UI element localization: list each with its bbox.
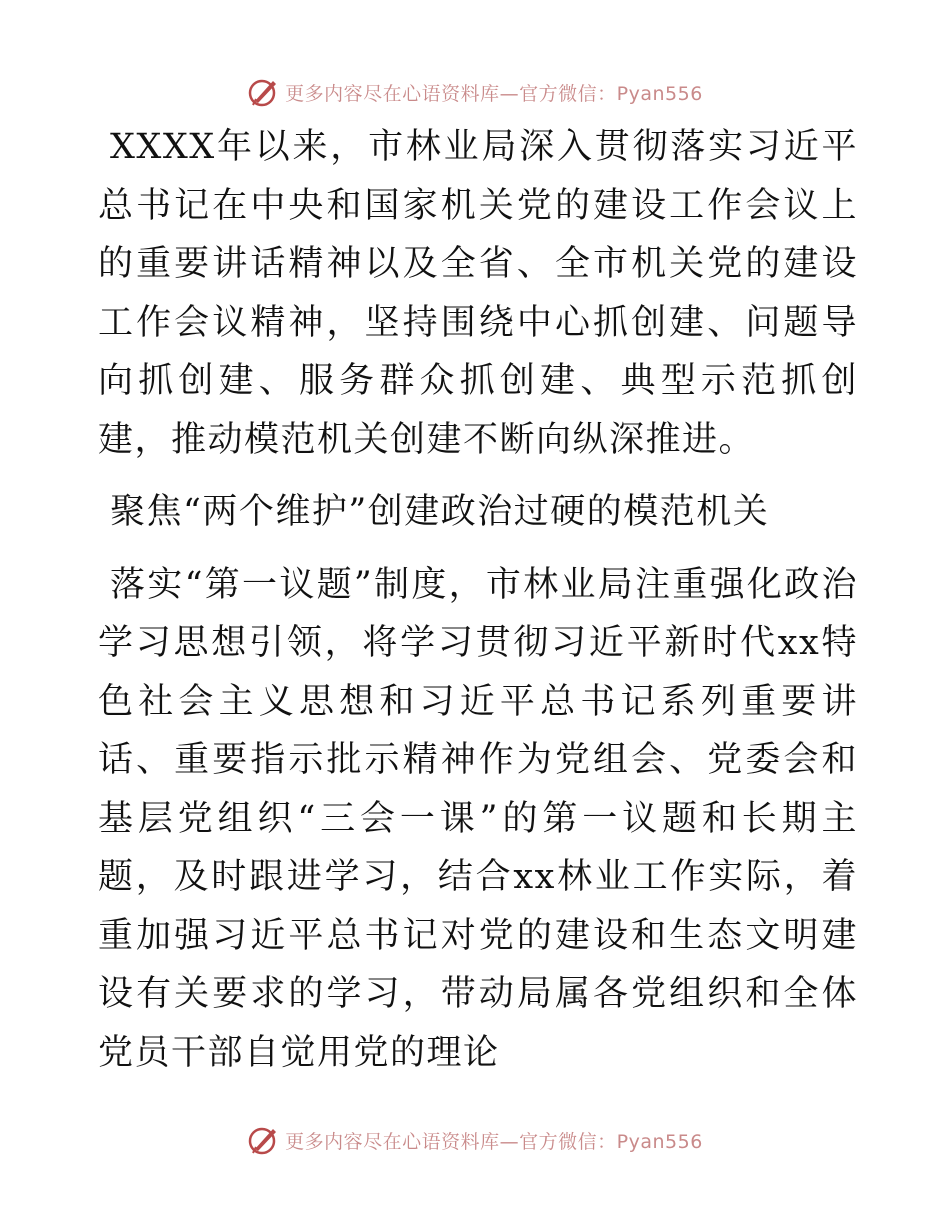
footer-watermark (0, 1120, 950, 1160)
section-heading: 聚焦“两个维护”创建政治过硬的模范机关 (110, 492, 770, 532)
watermark-text: 更多内容尽在心语资料库—官方微信：Pyan556 (285, 1130, 703, 1153)
header-watermark (0, 72, 950, 112)
document-body (98, 118, 858, 1082)
quill-seal-icon (247, 75, 281, 109)
paragraph-first-topic: 落实“第一议题”制度，市林业局注重强化政治学习思想引领，将学习贯彻习近平新时代xx特色社会主义思想和习近平总书记系列重要讲话、重要指示批示精神作为党组会、党委会和基层党组织“三会一课”的第一议题和长期主题，及时跟进学习，结合xx林业工作实际，着重加强习近平总书记对党的建设和生态文明建设有关要求的学习，带动局属各党组织和全体党员干部自觉用党的理论 (98, 564, 858, 1073)
quill-seal-icon (247, 1123, 281, 1157)
watermark-text: 更多内容尽在心语资料库—官方微信：Pyan556 (285, 82, 703, 105)
paragraph-intro: XXXX年以来，市林业局深入贯彻落实习近平总书记在中央和国家机关党的建设工作会议上的重要讲话精神以及全省、全市机关党的建设工作会议精神，坚持围绕中心抓创建、问题导向抓创建、服务群众抓创建、典型示范抓创建，推动模范机关创建不断向纵深推进。 (98, 127, 858, 460)
